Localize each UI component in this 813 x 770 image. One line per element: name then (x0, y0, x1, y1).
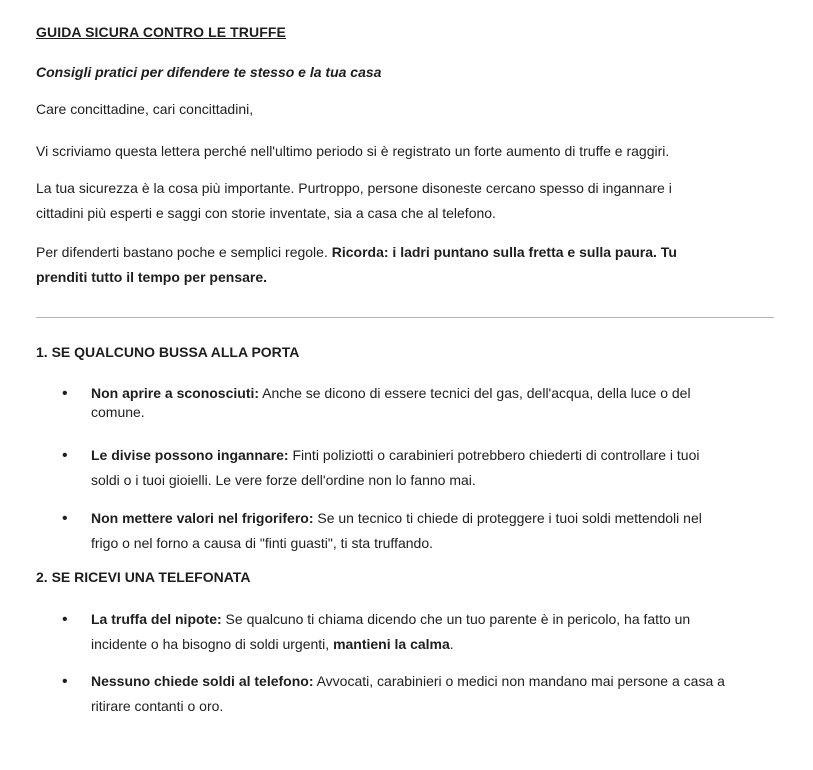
item-text-line-2: comune. (91, 404, 145, 420)
list-item (91, 381, 781, 425)
list-item (91, 443, 781, 493)
rules-paragraph (36, 240, 677, 290)
item-heading: Le divise possono ingannare: (91, 447, 289, 463)
safety-line-2: cittadini più esperti e saggi con storie inventate, sia a casa che al telefono. (36, 205, 496, 221)
item-heading: Non aprire a sconosciuti: (91, 385, 260, 401)
intro-paragraph: Vi scriviamo questa lettera perché nell'ultimo periodo si è registrato un forte aumento di truffe e raggiri. (36, 143, 670, 159)
bullet-icon: • (62, 611, 68, 628)
section-title-phone: 2. SE RICEVI UNA TELEFONATA (36, 569, 251, 585)
horizontal-divider (36, 317, 774, 318)
item-text-line-1: Se qualcuno ti chiama dicendo che un tuo parente è in pericolo, ha fatto un (221, 611, 691, 627)
item-emphasis: mantieni la calma (333, 636, 450, 652)
item-text-line-1: Finti poliziotti o carabinieri potrebbero chiederti di controllare i tuoi (288, 447, 700, 463)
rules-line-1-plain: Per difenderti bastano poche e semplici regole. (36, 244, 332, 260)
item-heading: Nessuno chiede soldi al telefono: (91, 673, 314, 689)
item-text-line-1: Anche se dicono di essere tecnici del gas, dell'acqua, della luce o del (259, 385, 691, 401)
rules-line-2-bold: prenditi tutto il tempo per pensare. (36, 269, 268, 285)
bullet-icon: • (62, 447, 68, 464)
rules-line-1 (36, 240, 677, 265)
item-heading: Non mettere valori nel frigorifero: (91, 510, 314, 526)
safety-paragraph (36, 176, 672, 226)
bullet-icon: • (62, 385, 68, 402)
list-item (91, 669, 781, 719)
document-subtitle: Consigli pratici per difendere te stesso e la tua casa (36, 64, 382, 80)
rules-line-1-bold: Ricorda: i ladri puntano sulla fretta e sulla paura. Tu (331, 244, 677, 260)
document-title: GUIDA SICURA CONTRO LE TRUFFE (36, 24, 286, 40)
item-text-line-1: Se un tecnico ti chiede di proteggere i tuoi soldi mettendoli nel (313, 510, 702, 526)
bullet-icon: • (62, 673, 68, 690)
section-title-door: 1. SE QUALCUNO BUSSA ALLA PORTA (36, 344, 300, 360)
list-item (91, 506, 781, 556)
bullet-icon: • (62, 510, 68, 527)
item-text-line-2: frigo o nel forno a causa di "finti guasti", ti sta truffando. (91, 535, 433, 551)
item-text-line-2: incidente o ha bisogno di soldi urgenti, (91, 636, 334, 652)
item-heading: La truffa del nipote: (91, 611, 222, 627)
safety-line-1: La tua sicurezza è la cosa più importante. Purtroppo, persone disoneste cercano spesso di ingannare i (36, 180, 672, 196)
item-text-line-2-end: . (449, 636, 454, 652)
rules-line-2 (36, 265, 677, 290)
list-item (91, 607, 781, 657)
item-text-line-1: Avvocati, carabinieri o medici non mandano mai persone a casa a (313, 673, 725, 689)
item-text-line-2: soldi o i tuoi gioielli. Le vere forze dell'ordine non lo fanno mai. (91, 472, 476, 488)
greeting: Care concittadine, cari concittadini, (36, 101, 254, 117)
item-text-line-2: ritirare contanti o oro. (91, 698, 224, 714)
